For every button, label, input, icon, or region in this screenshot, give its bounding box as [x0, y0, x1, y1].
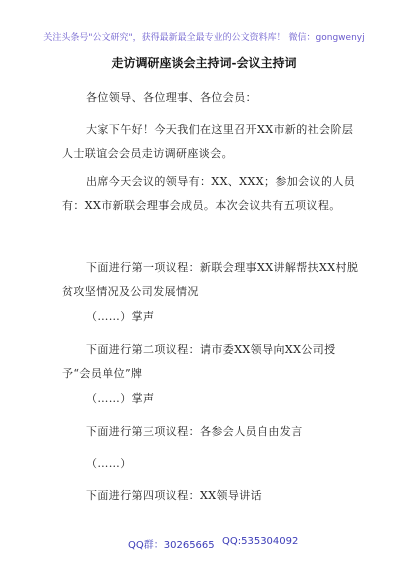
agenda-item-2: 下面进行第二项议程：请市委XX领导向XX公司授予“会员单位”牌 — [62, 343, 336, 380]
promo-header: 关注头条号"公文研究"，获得最新最全最专业的公文资料库！ 微信：gongwenyj — [43, 33, 365, 43]
applause-2: （……）掌声 — [86, 392, 155, 405]
agenda-item-3: 下面进行第三项议程：各参会人员自由发言 — [86, 425, 303, 438]
opening-paragraph: 大家下午好！今天我们在这里召开XX市新的社会阶层人士联谊会会员走访调研座谈会。 — [62, 123, 354, 160]
document-title: 走访调研座谈会主持词-会议主持词 — [111, 56, 297, 70]
attendees-paragraph: 出席今天会议的领导有：XX、XXX；参加会议的人员有：XX市新联会理事会成员。本次会议共有五项议程。 — [62, 175, 356, 212]
footer-qq-contact: QQ:535304092 — [222, 536, 299, 547]
agenda-item-4: 下面进行第四项议程：XX领导讲话 — [86, 489, 263, 502]
salutation: 各位领导、各位理事、各位会员： — [86, 91, 257, 104]
applause-1: （……）掌声 — [86, 310, 155, 323]
footer-qq-group: QQ群：30265665 — [128, 540, 215, 551]
placeholder-3: （……） — [86, 457, 132, 470]
agenda-item-1: 下面进行第一项议程：新联会理事XX讲解帮扶XX村脱贫攻坚情况及公司发展情况 — [62, 261, 359, 298]
